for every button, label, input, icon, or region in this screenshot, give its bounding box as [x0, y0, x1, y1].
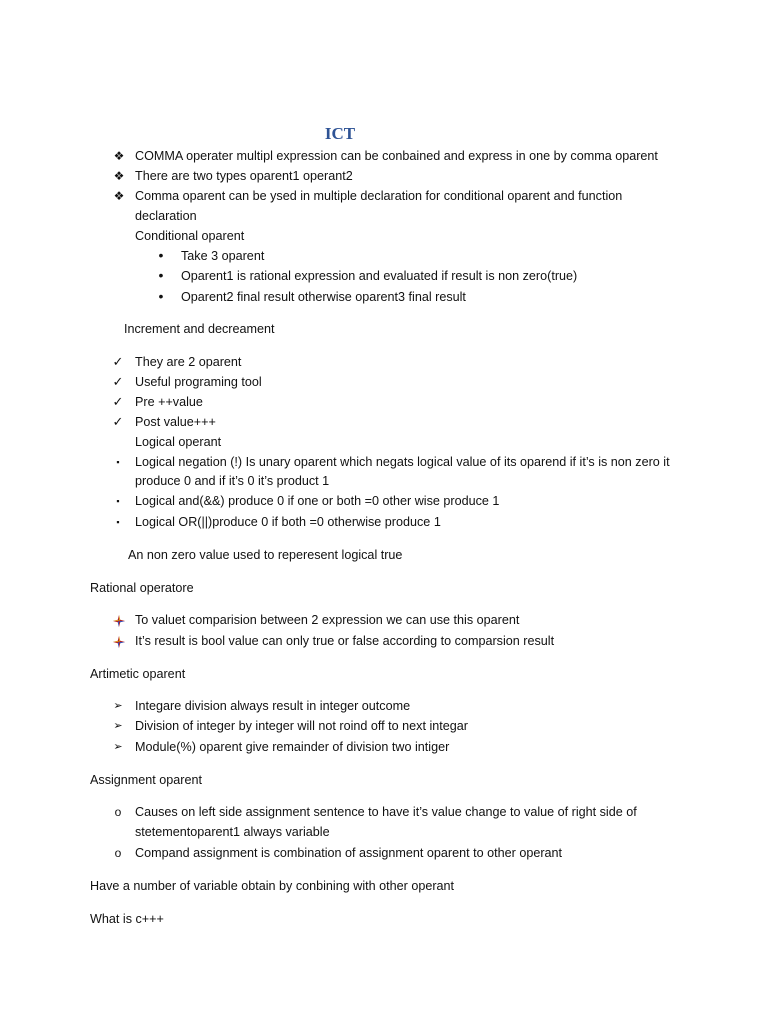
rational-heading: Rational operatore [90, 581, 194, 595]
square-bullet-icon: ▪ [116, 457, 120, 467]
diamond-bullet-icon: ❖ [113, 149, 125, 163]
artimetic-item-3: Module(%) oparent give remainder of division two intiger [135, 740, 450, 754]
assignment-heading: Assignment oparent [90, 773, 203, 787]
circle-bullet-icon: o [114, 805, 122, 819]
check-bullet-icon: ✓ [112, 414, 124, 429]
increment-item-2: Useful programing tool [135, 375, 262, 389]
assignment-item-1-cont: stetementoparent1 always variable [135, 825, 330, 839]
logical-item-1: Logical negation (!) Is unary oparent which negats logical value of its oparend if it’s is non zero it [135, 455, 670, 469]
artimetic-heading: Artimetic oparent [90, 667, 186, 681]
dot-bullet-icon: • [158, 247, 164, 263]
logical-note: An non zero value used to reperesent logical true [128, 548, 403, 562]
assignment-item-1: Causes on left side assignment sentence to have it’s value change to value of right side of [135, 805, 637, 819]
assignment-item-2: Compand assignment is combination of assignment oparent to other operant [135, 846, 563, 860]
conditional-item-2: Oparent1 is rational expression and evaluated if result is non zero(true) [181, 269, 578, 283]
increment-item-3: Pre ++value [135, 395, 203, 409]
closing-line-1: Have a number of variable obtain by conbining with other operant [90, 879, 455, 893]
dot-bullet-icon: • [158, 288, 164, 304]
artimetic-item-2: Division of integer by integer will not roind off to next integar [135, 719, 468, 733]
comma-item-1: COMMA operater multipl expression can be conbained and express in one by comma oparent [135, 149, 658, 163]
arrow-bullet-icon: ➢ [113, 700, 123, 712]
increment-heading: Increment and decreament [124, 322, 275, 336]
square-bullet-icon: ▪ [116, 517, 120, 527]
conditional-item-3: Oparent2 final result otherwise oparent3 final result [181, 290, 466, 304]
check-bullet-icon: ✓ [112, 354, 124, 369]
arrow-bullet-icon: ➢ [113, 720, 123, 732]
increment-item-4: Post value+++ [135, 415, 216, 429]
diamond-bullet-icon: ❖ [113, 169, 125, 183]
diamond-bullet-icon: ❖ [113, 189, 125, 203]
closing-line-2: What is c+++ [90, 912, 164, 926]
increment-item-1: They are 2 oparent [135, 355, 242, 369]
rational-item-2: It’s result is bool value can only true or false according to comparsion result [135, 634, 555, 648]
comma-item-2: There are two types oparent1 operant2 [135, 169, 353, 183]
dot-bullet-icon: • [158, 267, 164, 283]
check-bullet-icon: ✓ [112, 394, 124, 409]
logical-item-3: Logical OR(||)produce 0 if both =0 otherwise produce 1 [135, 515, 441, 529]
four-point-star-icon [113, 615, 125, 627]
logical-item-1-cont: produce 0 and if it’s 0 it’s product 1 [135, 474, 330, 488]
artimetic-item-1: Integare division always result in integer outcome [135, 699, 411, 713]
square-bullet-icon: ▪ [116, 496, 120, 506]
arrow-bullet-icon: ➢ [113, 741, 123, 753]
rational-item-1: To valuet comparision between 2 expression we can use this oparent [135, 613, 520, 627]
four-point-star-icon [113, 636, 125, 648]
circle-bullet-icon: o [114, 846, 122, 860]
comma-item-3-cont: declaration [135, 209, 197, 223]
conditional-heading: Conditional oparent [135, 229, 245, 243]
logical-item-2: Logical and(&&) produce 0 if one or both =0 other wise produce 1 [135, 494, 500, 508]
logical-heading: Logical operant [135, 435, 222, 449]
check-bullet-icon: ✓ [112, 374, 124, 389]
comma-item-3: Comma oparent can be ysed in multiple declaration for conditional oparent and function [135, 189, 623, 203]
conditional-item-1: Take 3 oparent [181, 249, 265, 263]
page-title: ICT [324, 124, 356, 143]
